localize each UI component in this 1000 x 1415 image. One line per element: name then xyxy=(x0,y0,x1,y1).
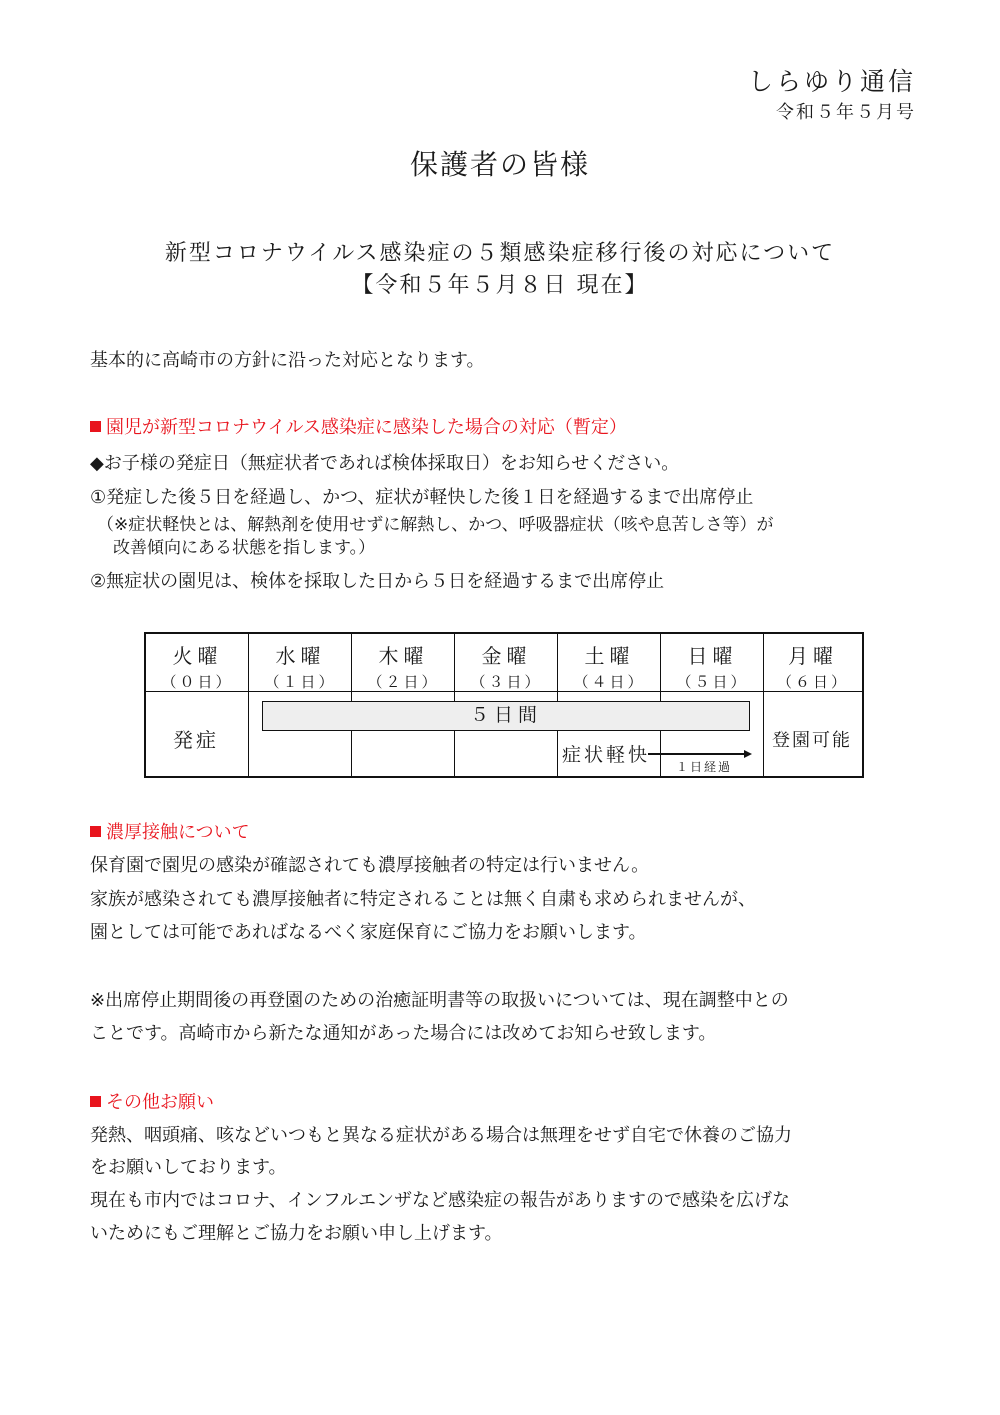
day-header xyxy=(352,640,455,692)
section3-line3: 現在も市内ではコロナ、インフルエンザなど感染症の報告がありますので感染を広げな xyxy=(90,1190,791,1211)
red-square-icon xyxy=(90,1096,101,1107)
section3-line4: いためにもご理解とご協力をお願い申し上げます。 xyxy=(90,1223,503,1244)
section1-note-line1: （※症状軽快とは、解熱剤を使用せずに解熱し、かつ、呼吸器症状（咳や息苦しさ等）が xyxy=(97,515,774,535)
issue-date: 令和５年５月号 xyxy=(776,102,916,123)
day-name: 水曜 xyxy=(275,644,326,668)
greeting: 保護者の皆様 xyxy=(409,148,590,181)
attendance-schedule-table xyxy=(144,632,864,778)
section1-note-line2: 改善傾向にある状態を指します。） xyxy=(113,538,376,558)
subject-line-1: 新型コロナウイルス感染症の５類感染症移行後の対応について xyxy=(164,241,836,266)
day-header xyxy=(764,640,862,692)
day-header xyxy=(249,640,352,692)
section3-heading-text: その他お願い xyxy=(106,1092,214,1113)
notice-line1: ※出席停止期間後の再登園のための治癒証明書等の取扱いについては、現在調整中との xyxy=(90,990,789,1011)
day-name: 火曜 xyxy=(172,644,223,668)
can-attend-label: 登園可能 xyxy=(772,730,852,751)
day-number: （４日） xyxy=(573,673,646,691)
section1-bullet: ◆お子様の発症日（無症状者であれば検体採取日）をお知らせください。 xyxy=(90,453,680,474)
section2-heading-text: 濃厚接触について xyxy=(106,822,250,843)
subject xyxy=(0,238,1000,302)
section1-heading-text: 園児が新型コロナウイルス感染症に感染した場合の対応（暫定） xyxy=(106,417,627,438)
day-header xyxy=(455,640,558,692)
section3-heading xyxy=(90,1088,214,1114)
day-header xyxy=(146,640,249,692)
section3-line1: 発熱、咽頭痛、咳などいつもと異なる症状がある場合は無理をせず自宅で休養のご協力 xyxy=(90,1125,792,1146)
section2-heading xyxy=(90,818,250,844)
red-square-icon xyxy=(90,421,101,432)
section2-line3: 園としては可能であればなるべく家庭保育にご協力をお願いします。 xyxy=(90,922,647,943)
day-name: 日曜 xyxy=(687,644,738,668)
subject-line-2: 【令和５年５月８日 現在】 xyxy=(351,273,649,298)
newsletter-title: しらゆり通信 xyxy=(747,67,916,96)
notice-line2: ことです。高崎市から新たな通知があった場合には改めてお知らせ致します。 xyxy=(90,1023,717,1044)
day-header xyxy=(661,640,764,692)
onset-label: 発症 xyxy=(173,728,219,752)
section1-item1: ①発症した後５日を経過し、かつ、症状が軽快した後１日を経過するまで出席停止 xyxy=(90,487,754,508)
section1-item2: ②無症状の園児は、検体を採取した日から５日を経過するまで出席停止 xyxy=(90,571,665,592)
one-day-elapsed-label: １日経過 xyxy=(676,760,733,774)
day-number: （３日） xyxy=(470,673,543,691)
day-number: （１日） xyxy=(264,673,337,691)
day-number: （５日） xyxy=(676,673,749,691)
section3-line2: をお願いしております。 xyxy=(90,1157,287,1178)
section2-line2: 家族が感染されても濃厚接触者に特定されることは無く自粛も求められませんが、 xyxy=(90,889,756,910)
day-name: 木曜 xyxy=(378,644,429,668)
day-name: 金曜 xyxy=(481,644,532,668)
day-name: 土曜 xyxy=(584,644,635,668)
section1-heading xyxy=(90,413,627,439)
day-number: （２日） xyxy=(367,673,440,691)
five-day-period-bar: ５日間 xyxy=(262,701,750,731)
red-square-icon xyxy=(90,826,101,837)
section2-line1: 保育園で園児の感染が確認されても濃厚接触者の特定は行いません。 xyxy=(90,855,650,876)
day-header xyxy=(558,640,661,692)
symptom-relief-label: 症状軽快 xyxy=(562,744,651,766)
day-number: （６日） xyxy=(776,673,849,691)
day-number: （０日） xyxy=(161,673,234,691)
day-name: 月曜 xyxy=(788,644,838,668)
intro-text: 基本的に高崎市の方針に沿った対応となります。 xyxy=(90,350,485,371)
